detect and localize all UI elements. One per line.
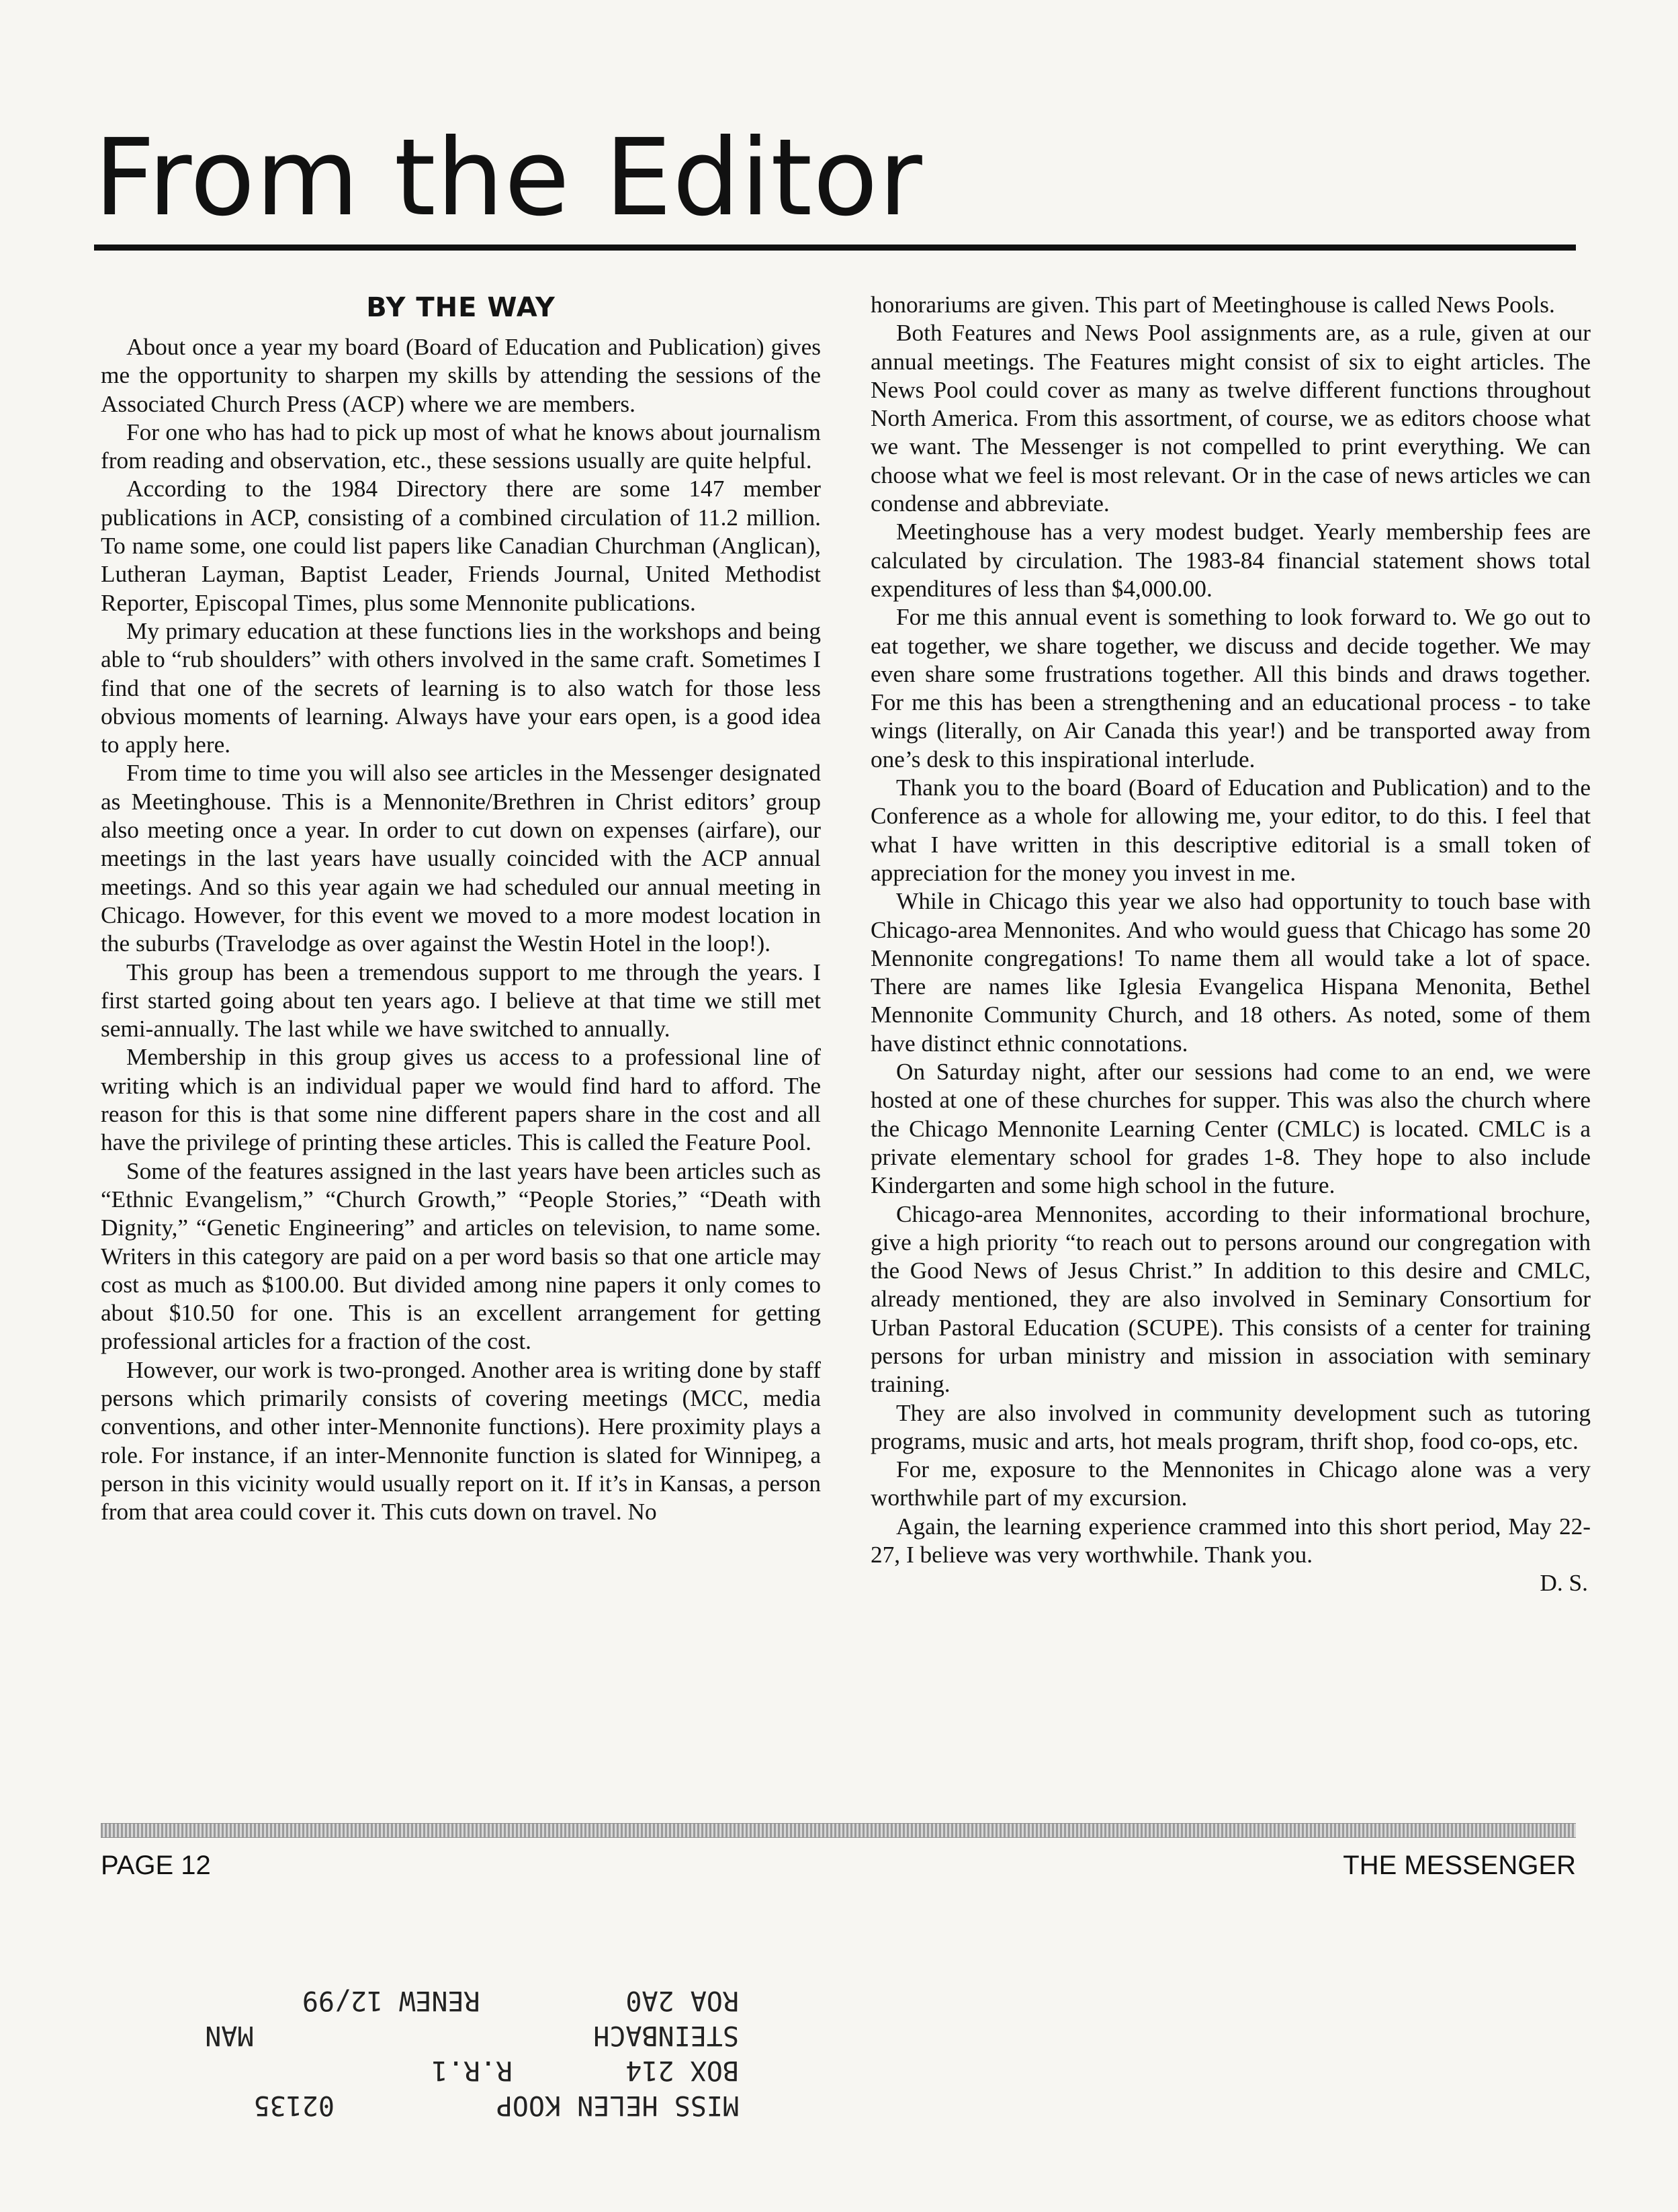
paragraph: Meetinghouse has a very modest budget. Yearly membership fees are calculated by circulation. The 1983-84 financial statement shows total expenditures of less than $4,000.00. <box>871 519 1591 602</box>
paragraph: This group has been a tremendous support to me through the years. I first started going about ten years ago. I believe at that time we still met semi-annually. The last while we have switched to annually. <box>101 959 821 1043</box>
label-town: STEINBACH <box>593 2020 739 2051</box>
label-line <box>107 2088 739 2123</box>
paragraph: Some of the features assigned in the last years have been articles such as “Ethnic Evangelism,” “Church Growth,” “People Stories,” “Death with Dignity,” “Genetic Engineering” and articles on television, to name some. Writers in this category are paid on a per word basis so that one article may cost as much as $100.00. But divided among nine papers it only comes to about $10.50 for one. This is an excellent arrangement for getting professional articles for a fraction of the cost. <box>101 1157 821 1355</box>
publication-name: THE MESSENGER <box>1343 1851 1576 1880</box>
label-name: MISS HELEN KOOP <box>496 2090 739 2121</box>
paragraph: honorariums are given. This part of Meetinghouse is called News Pools. <box>871 292 1555 318</box>
paragraph: For one who has had to pick up most of what he knows about journalism from reading and observation, etc., these sessions usually are quite helpful. <box>101 418 821 474</box>
paragraph: They are also involved in community development such as tutoring programs, music and arts, hot meals program, thrift shop, food co-ops, etc. <box>871 1399 1591 1454</box>
right-column <box>871 291 1591 1598</box>
paragraph: While in Chicago this year we also had opportunity to touch base with Chicago-area Mennonites. And who would guess that Chicago has some 20 Mennonite congregations! To name them all would take a lot of space. There are names like Iglesia Evangelica Hispana Menonita, Bethel Mennonite Community Church, and 18 others. As noted, some of them have distinct ethnic connotations. <box>871 888 1591 1057</box>
mailing-label <box>107 1928 739 2123</box>
label-postal: ROA 2A0 <box>625 1985 739 2016</box>
page-headline: From the Editor <box>94 116 923 240</box>
paragraph: According to the 1984 Directory there are some 147 member publications in ACP, consisting of a combined circulation of 11.2 million. To name some, one could list papers like Canadian Churchman (Anglican), Lutheran Layman, Baptist Leader, Friends Journal, United Methodist Reporter, Episcopal Times, plus some Mennonite publications. <box>101 476 821 616</box>
paragraph: Chicago-area Mennonites, according to their informational brochure, give a high priority “to reach out to persons around our congregation with the Good News of Jesus Christ.” In addition to this desire and CMLC, already mentioned, they are also involved in Seminary Consortium for Urban Pastoral Education (SCUPE). This consists of a center for training persons for urban ministry and mission in association with seminary training. <box>871 1200 1591 1398</box>
label-line <box>107 2053 739 2088</box>
label-line <box>107 2018 739 2053</box>
paragraph: From time to time you will also see articles in the Messenger designated as Meetinghouse. This is a Mennonite/Brethren in Christ editors’ group also meeting once a year. In order to cut down on expenses (airfare), our meetings in the last years have usually coincided with the ACP annual meetings. And so this year again we had scheduled our annual meeting in Chicago. However, for this event we moved to a more modest location in the suburbs (Travelodge as over against the Westin Hotel in the loop!). <box>101 760 821 957</box>
editor-signature: D. S. <box>1540 1570 1588 1597</box>
footer-rule <box>101 1823 1576 1838</box>
page-number: PAGE 12 <box>101 1851 211 1880</box>
article-title: BY THE WAY <box>366 292 556 323</box>
paragraph: Again, the learning experience crammed into this short period, May 22-27, I believe was very worthwhile. Thank you. <box>871 1513 1591 1568</box>
label-province: MAN <box>205 2020 254 2051</box>
paragraph: For me this annual event is something to look forward to. We go out to eat together, we share together, we discuss and decide together. We may even share some frustrations together. All this binds and draws together. For me this has been a strengthening and an educational process - to take wings (literally, on Air Canada this year!) and be transported away from one’s desk to this inspirational interlude. <box>871 604 1591 772</box>
paragraph: On Saturday night, after our sessions had come to an end, we were hosted at one of these churches for supper. This was also the church where the Chicago Mennonite Learning Center (CMLC) is located. CMLC is a private elementary school for grades 1-8. They hope to also include Kindergarten and some high school in the future. <box>871 1059 1591 1199</box>
headline-rule <box>94 245 1576 251</box>
paragraph: My primary education at these functions lies in the workshops and being able to “rub shoulders” with others involved in the same craft. Sometimes I find that one of the secrets of learning is to also watch for those less obvious moments of learning. Always have your ears open, is a good idea to apply here. <box>101 617 821 758</box>
paragraph: About once a year my board (Board of Education and Publication) gives me the opportunity to sharpen my skills by attending the sessions of the Associated Church Press (ACP) where we are members. <box>101 334 821 417</box>
label-line <box>107 1983 739 2018</box>
paragraph: Thank you to the board (Board of Education and Publication) and to the Conference as a whole for allowing me, your editor, to do this. I feel that what I have written in this descriptive editorial is a small token of appreciation for the money you invest in me. <box>871 775 1591 886</box>
paragraph: Both Features and News Pool assignments are, as a rule, given at our annual meetings. The Features might consist of six to eight articles. The News Pool could cover as many as twelve different functions throughout North America. From this assortment, of course, we as editors choose what we want. The Messenger is not compelled to print everything. We can choose what we feel is most relevant. Or in the case of news articles we can condense and abbreviate. <box>871 320 1591 517</box>
label-code: 02135 <box>253 2090 335 2121</box>
paragraph: Membership in this group gives us access to a professional line of writing which is an individual paper we would find hard to afford. The reason for this is that some nine different papers share in the cost and all have the privilege of printing these articles. This is called the Feature Pool. <box>101 1044 821 1156</box>
paragraph: For me, exposure to the Mennonites in Chicago alone was a very worthwhile part of my excursion. <box>871 1456 1591 1511</box>
label-box: BOX 214 R.R.1 <box>431 2055 739 2086</box>
left-column <box>101 289 821 1526</box>
label-renewal: RENEW 12/99 <box>302 1985 480 2016</box>
paragraph: However, our work is two-pronged. Another area is writing done by staff persons which primarily consists of covering meetings (MCC, media conventions, and other inter-Mennonite functions). Here proximity plays a role. For instance, if an inter-Mennonite function is slated for Winnipeg, a person in this vicinity would usually report on it. If it’s in Kansas, a person from that area could cover it. This cuts down on travel. No <box>101 1356 821 1525</box>
